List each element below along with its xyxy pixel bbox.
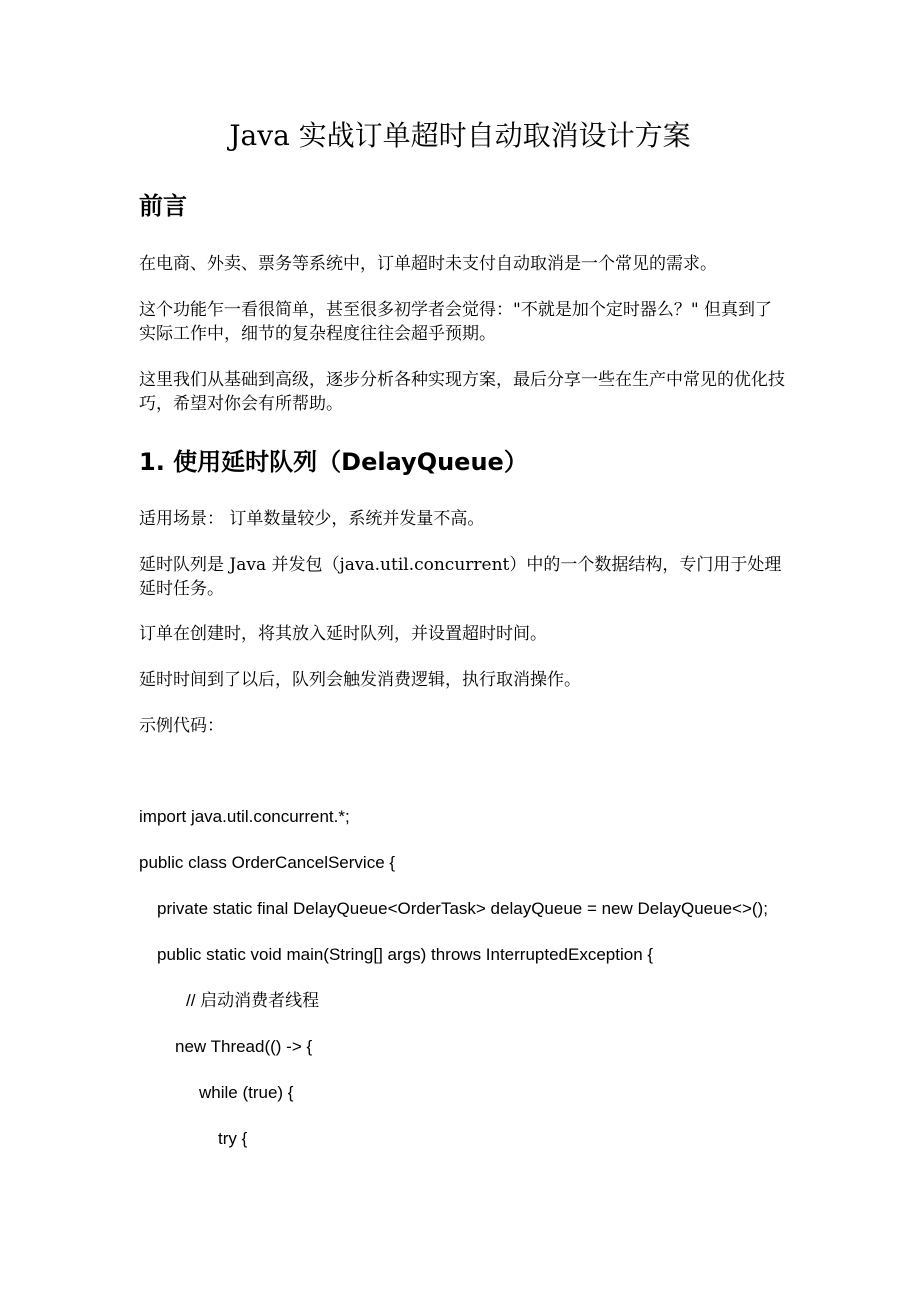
code-line: public class OrderCancelService { bbox=[139, 853, 396, 872]
preface-paragraph-3: 这里我们从基础到高级，逐步分析各种实现方案，最后分享一些在生产中常见的优化技巧，希望对你会有所帮助。 bbox=[139, 370, 785, 414]
code-line: try { bbox=[218, 1129, 248, 1148]
preface-heading: 前言 bbox=[139, 192, 187, 220]
document-title: Java 实战订单超时自动取消设计方案 bbox=[229, 119, 691, 152]
code-line: import java.util.concurrent.*; bbox=[139, 807, 350, 826]
section1-paragraph-5: 示例代码： bbox=[139, 716, 224, 736]
section1-paragraph-4: 延时时间到了以后，队列会触发消费逻辑，执行取消操作。 bbox=[139, 670, 581, 690]
section1-paragraph-2: 延时队列是 Java 并发包（java.util.concurrent）中的一个数据结构，专门用于处理延时任务。 bbox=[139, 555, 782, 599]
section1-heading: 1. 使用延时队列（DelayQueue） bbox=[139, 448, 528, 476]
preface-paragraph-1: 在电商、外卖、票务等系统中，订单超时未支付自动取消是一个常见的需求。 bbox=[139, 254, 717, 274]
preface-paragraph-2: 这个功能乍一看很简单，甚至很多初学者会觉得："不就是加个定时器么？" 但真到了实际工作中，细节的复杂程度往往会超乎预期。 bbox=[139, 300, 773, 344]
code-line: while (true) { bbox=[199, 1083, 294, 1102]
code-line: private static final DelayQueue<OrderTask> delayQueue = new DelayQueue<>(); bbox=[157, 899, 768, 918]
code-line: new Thread(() -> { bbox=[175, 1037, 313, 1056]
code-line: public static void main(String[] args) throws InterruptedException { bbox=[157, 945, 654, 964]
code-line: // 启动消费者线程 bbox=[186, 991, 320, 1010]
section1-paragraph-1: 适用场景： 订单数量较少，系统并发量不高。 bbox=[139, 509, 485, 529]
section1-paragraph-3: 订单在创建时，将其放入延时队列，并设置超时时间。 bbox=[139, 624, 547, 644]
